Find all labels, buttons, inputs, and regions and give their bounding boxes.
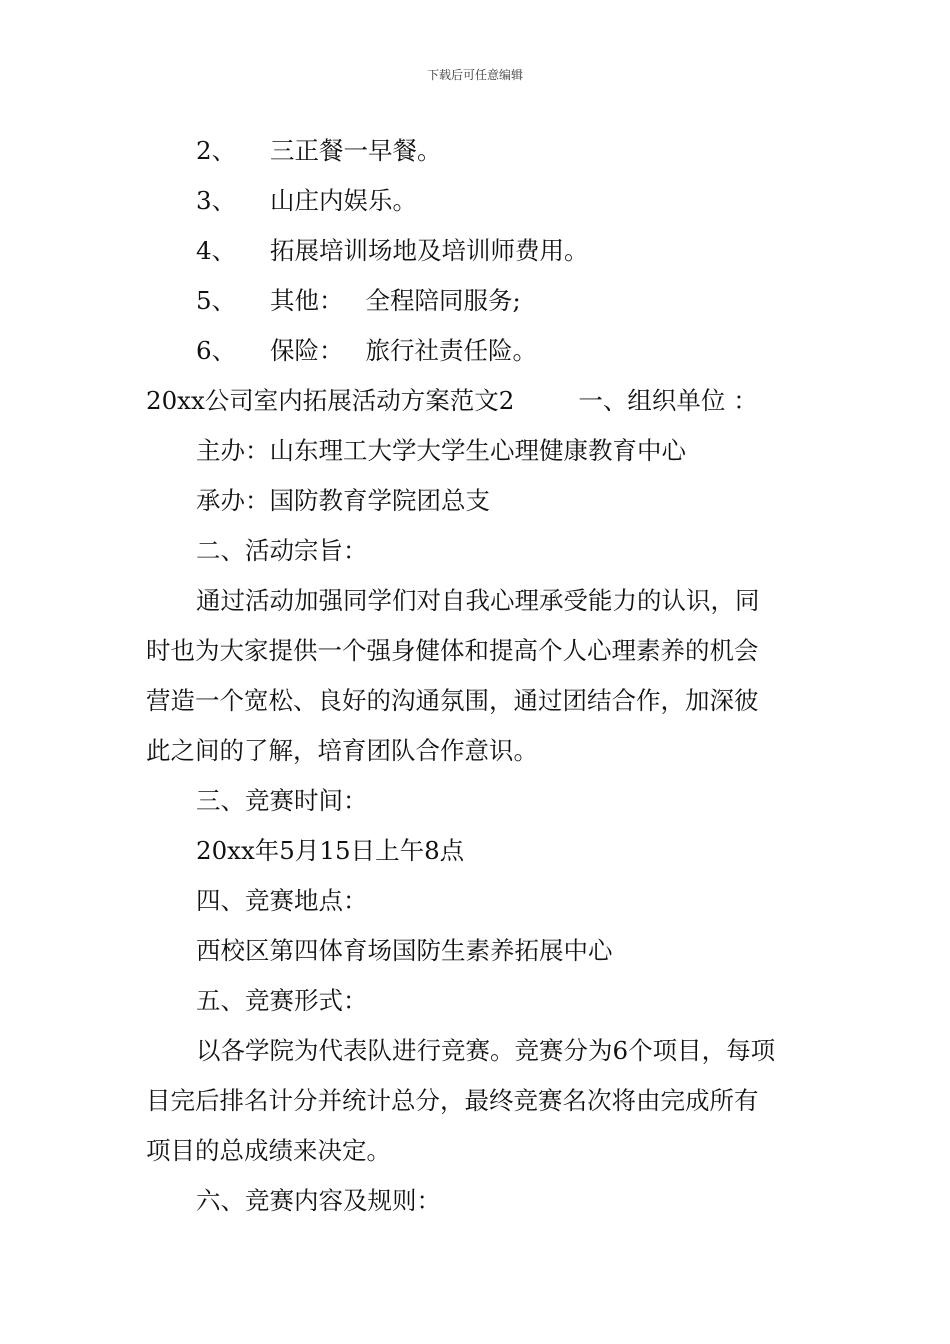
section-heading: 四、竞赛地点： [196,886,368,915]
section-value: 西校区第四体育场国防生素养拓展中心 [196,936,613,965]
list-item [146,176,810,226]
paragraph-line: 通过活动加强同学们对自我心理承受能力的认识，同 [196,586,760,615]
organizer-host: 主办：山东理工大学大学生心理健康教育中心 [196,436,686,465]
paragraph-line: 目完后排名计分并统计总分，最终竞赛名次将由完成所有 [146,1086,759,1115]
section-heading: 三、竞赛时间： [196,786,368,815]
item-text: 三正餐一早餐。 [270,136,442,165]
item-text: 全程陪同服务; [365,286,521,315]
item-label: 其他： [270,286,344,315]
list-item [146,126,810,176]
item-text: 旅行社责任险。 [365,336,537,365]
item-label: 保险： [270,336,344,365]
item-number: 3、 [196,186,237,215]
list-item [146,226,810,276]
section-heading: 六、竞赛内容及规则： [196,1186,441,1215]
document-body [146,126,810,1226]
organizer-undertake: 承办：国防教育学院团总支 [196,486,490,515]
paragraph-line: 项目的总成绩来决定。 [146,1136,391,1165]
paragraph-line: 以各学院为代表队进行竞赛。竞赛分为6个项目，每项 [196,1036,776,1065]
paragraph-line: 营造一个宽松、良好的沟通氛围，通过团结合作，加深彼 [146,686,759,715]
item-number: 6、 [196,336,237,365]
document-title-line [146,376,810,426]
paragraph-line: 此之间的了解，培育团队合作意识。 [146,736,538,765]
item-text: 山庄内娱乐。 [270,186,417,215]
list-item [146,326,810,376]
item-number: 2、 [196,136,237,165]
paragraph-line: 时也为大家提供一个强身健体和提高个人心理素养的机会 [146,636,759,665]
section-heading: 一、组织单位 ： [578,386,758,415]
item-number: 4、 [196,236,237,265]
item-text: 拓展培训场地及培训师费用。 [270,236,589,265]
section-heading: 二、活动宗旨： [196,536,368,565]
section-value: 20xx年5月15日上午8点 [196,836,465,865]
item-number: 5、 [196,286,237,315]
page-header: 下载后可任意编辑 [426,68,523,82]
list-item [146,276,810,326]
section-heading: 五、竞赛形式： [196,986,368,1015]
document-title: 20xx公司室内拓展活动方案范文2 [146,386,515,415]
